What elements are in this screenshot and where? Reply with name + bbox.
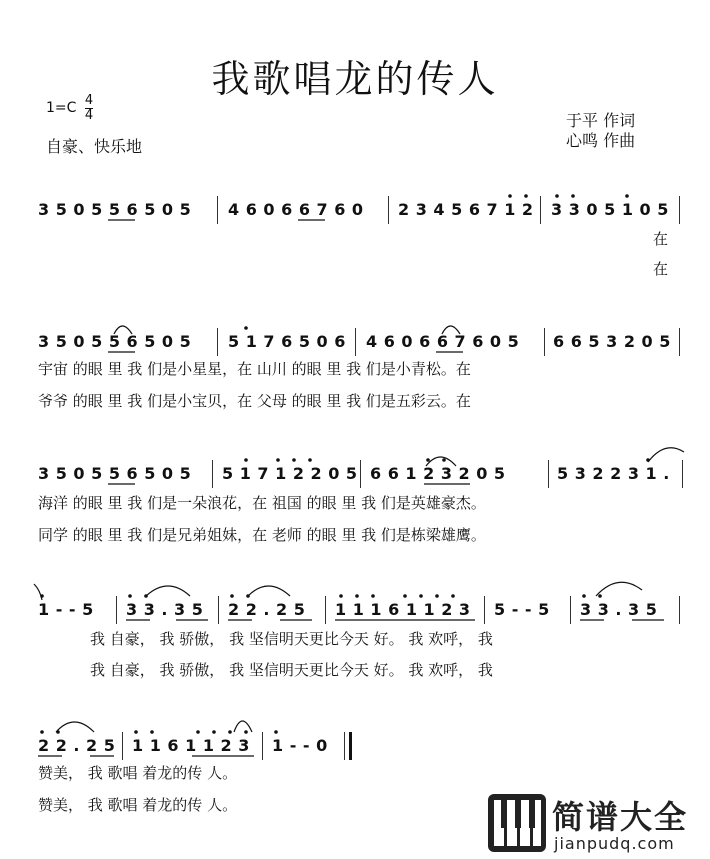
- measure: 3 3 . 3 5: [126, 600, 204, 619]
- measure: 6 6 1 2 3 2 0 5: [370, 464, 506, 483]
- measure: 4 6 0 6 6 7 6 0 5: [366, 332, 520, 351]
- lyric-verse-2: 在: [653, 260, 669, 278]
- composer-credit: 心鸣 作曲: [566, 131, 636, 150]
- measure: 1 1 1 6 1 1 2 3: [335, 600, 471, 619]
- lyric-verse-2: 我 自豪， 我 骄傲， 我 坚信明天更比今天 好。 我 欢呼， 我: [90, 661, 493, 679]
- time-signature-bottom: 4: [84, 108, 94, 123]
- lyricist-credit: 于平 作词: [566, 111, 636, 130]
- lyric-verse-1: 赞美， 我 歌唱 着龙的传 人。: [38, 764, 238, 782]
- measure: 3 3 . 3 5: [580, 600, 658, 619]
- tempo-mood: 自豪、快乐地: [46, 137, 143, 156]
- measure: 5 - - 5: [494, 600, 550, 619]
- measure: 1 1 6 1 1 2 3: [132, 736, 250, 755]
- lyric-verse-1: 我 自豪， 我 骄傲， 我 坚信明天更比今天 好。 我 欢呼， 我: [90, 630, 493, 648]
- measure: 2 2 . 2 5: [38, 736, 116, 755]
- page-title: 我歌唱龙的传人: [211, 57, 499, 101]
- measure: 2 2 . 2 5: [228, 600, 306, 619]
- measure: 5 1 7 6 5 0 6: [228, 332, 346, 351]
- lyric-verse-2: 爷爷 的眼 里 我 们是小宝贝，在 父母 的眼 里 我 们是五彩云。在: [38, 392, 471, 410]
- watermark-name: 简谱大全: [552, 798, 689, 836]
- lyric-verse-1: 宇宙 的眼 里 我 们是小星星，在 山川 的眼 里 我 们是小青松。在: [38, 360, 471, 378]
- lyric-verse-1: 海洋 的眼 里 我 们是一朵浪花，在 祖国 的眼 里 我 们是英雄豪杰。: [38, 494, 486, 512]
- measure: 1 - - 5: [38, 600, 94, 619]
- lyric-verse-2: 同学 的眼 里 我 们是兄弟姐妹，在 老师 的眼 里 我 们是栋梁雄鹰。: [38, 526, 486, 544]
- watermark-url: jianpudq.com: [554, 834, 675, 853]
- measure: 6 6 5 3 2 0 5: [553, 332, 671, 351]
- time-signature-top: 4: [84, 93, 94, 108]
- measure: 4 6 0 6 6 7 6 0: [228, 200, 364, 219]
- measure: 2 3 4 5 6 7 1 2: [398, 200, 534, 219]
- measure: 3 5 0 5 5 6 5 0 5: [38, 464, 192, 483]
- measure: 5 1 7 1 2 2 0 5: [222, 464, 358, 483]
- measure: 3 5 0 5 5 6 5 0 5: [38, 200, 192, 219]
- lyric-verse-2: 赞美， 我 歌唱 着龙的传 人。: [38, 796, 238, 814]
- measure: 3 5 0 5 5 6 5 0 5: [38, 332, 192, 351]
- measure: 3 3 0 5 1 0 5: [551, 200, 669, 219]
- measure: 5 3 2 2 3 1 .: [557, 464, 670, 483]
- lyric-verse-1: 在: [653, 230, 669, 248]
- measure: 1 - - 0: [272, 736, 328, 755]
- key-signature: 1=C: [46, 100, 77, 116]
